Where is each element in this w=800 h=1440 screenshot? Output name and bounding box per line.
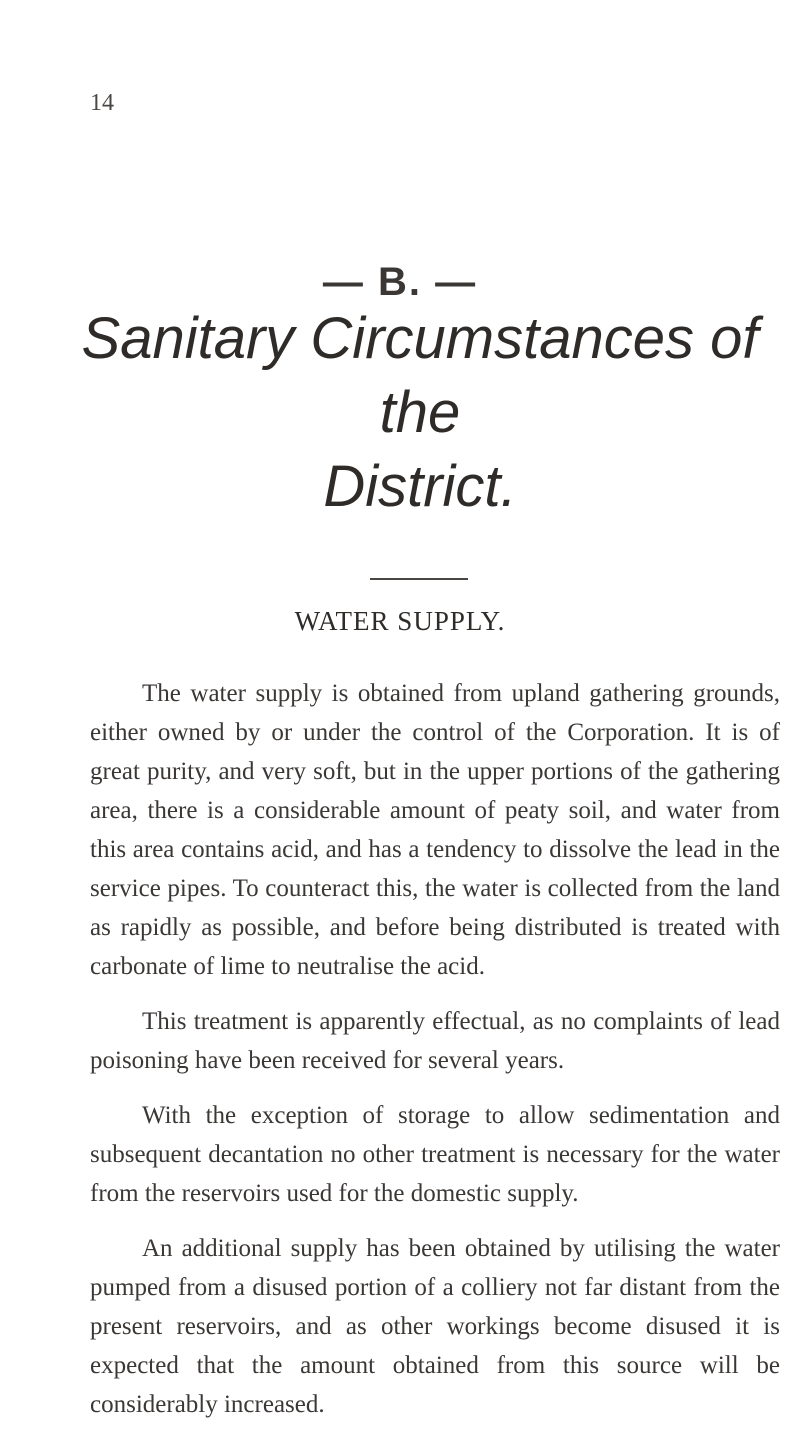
page-title-line-1: Sanitary Circumstances of the <box>81 306 759 445</box>
paragraph-4: An additional supply has been obtained by utilising the water pumped from a disused portion of a colliery not far distant from the present reservoirs, and as other workings become disused it is expected that the amount obtained from this source will be considerably increased. <box>90 1235 780 1418</box>
paragraph-3: With the exception of storage to allow sedimentation and subsequent decantation no other treatment is necessary for the water from the reservoirs used for the domestic supply. <box>90 1102 780 1207</box>
page-title <box>60 302 780 524</box>
section-letter: — B. — <box>322 260 478 304</box>
page-number: 14 <box>90 90 114 116</box>
body-text <box>90 674 780 1440</box>
paragraph-2: This treatment is apparently effectual, as no complaints of lead poisoning have been received for several years. <box>90 1008 780 1074</box>
title-divider <box>370 578 468 580</box>
paragraph-1: The water supply is obtained from upland gathering grounds, either owned by or under the control of the Corporation. It is of great purity, and very soft, but in the upper portions of the gathering area, there is a considerable amount of peaty soil, and water from this area contains acid, and has a tendency to dissolve the lead in the service pipes. To counteract this, the water is collected from the land as rapidly as possible, and before being distributed is treated with carbonate of lime to neutralise the acid. <box>90 680 780 980</box>
section-heading: WATER SUPPLY. <box>294 606 506 636</box>
page-title-line-2: District. <box>323 454 517 519</box>
